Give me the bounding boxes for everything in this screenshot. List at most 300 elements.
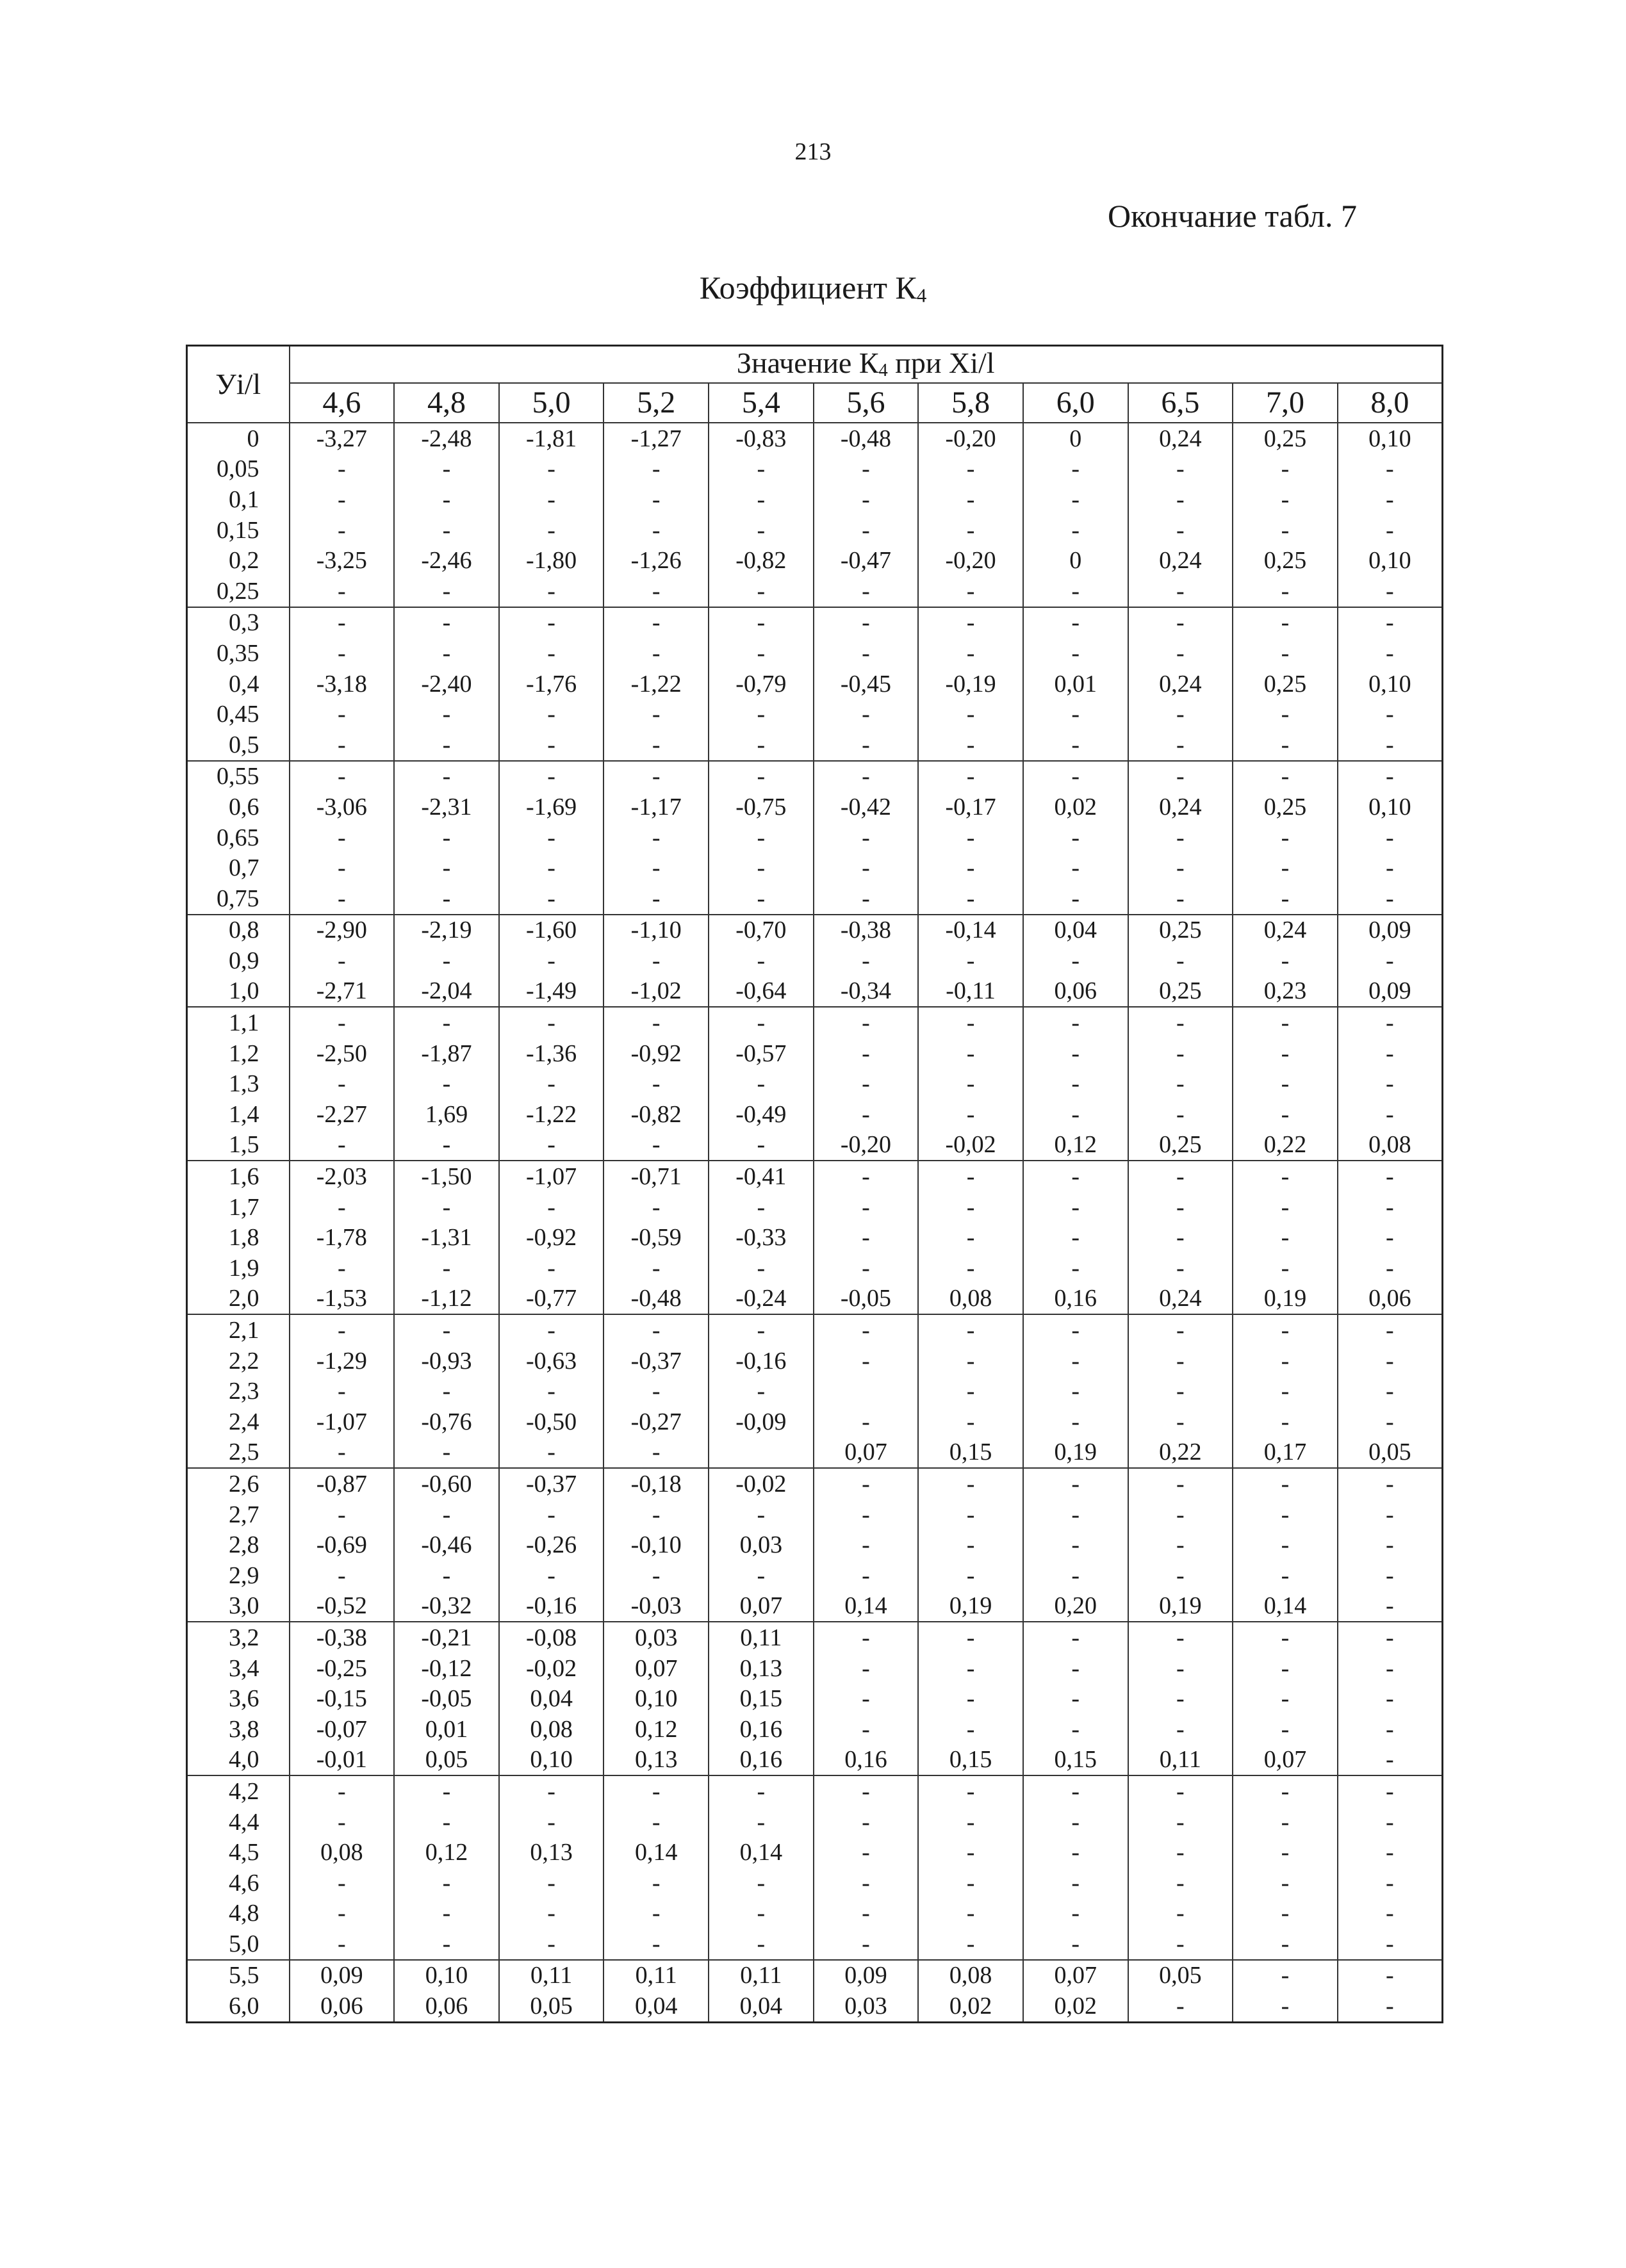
k4-value-cell: 0,11 xyxy=(709,1622,814,1653)
k4-value-cell: - xyxy=(290,853,395,883)
k4-value-cell: - xyxy=(604,607,709,639)
y-ratio-cell: 0,05 xyxy=(187,454,290,485)
k4-value-cell: - xyxy=(1023,1007,1128,1038)
table-row xyxy=(187,1929,1443,1960)
k4-value-cell: -0,08 xyxy=(499,1622,604,1653)
k4-value-cell: - xyxy=(1128,1653,1233,1684)
k4-value-cell: - xyxy=(394,1068,499,1099)
table-row xyxy=(187,1346,1443,1376)
k4-value-cell: 0,06 xyxy=(1023,976,1128,1008)
table-row xyxy=(187,822,1443,853)
k4-value-cell: - xyxy=(604,454,709,485)
table-row xyxy=(187,1622,1443,1653)
k4-value-cell: -0,25 xyxy=(290,1653,395,1684)
y-ratio-cell: 0,8 xyxy=(187,915,290,946)
table-row xyxy=(187,1868,1443,1898)
k4-value-cell: -0,01 xyxy=(290,1745,395,1776)
k4-value-cell: - xyxy=(709,484,814,515)
k4-value-cell: - xyxy=(1338,1653,1443,1684)
k4-value-cell: - xyxy=(814,1807,919,1838)
table-row xyxy=(187,853,1443,883)
k4-value-cell: - xyxy=(394,1898,499,1929)
group-header-subscript: 4 xyxy=(878,361,888,381)
k4-value-cell: - xyxy=(1023,1837,1128,1868)
k4-value-cell: -0,19 xyxy=(918,669,1023,699)
k4-value-cell: - xyxy=(394,1007,499,1038)
k4-value-cell: - xyxy=(1128,853,1233,883)
k4-value-cell: - xyxy=(1128,761,1233,792)
k4-value-cell: - xyxy=(709,607,814,639)
k4-value-cell: - xyxy=(1128,1192,1233,1223)
k4-value-cell: -2,03 xyxy=(290,1161,395,1192)
y-ratio-cell: 0,2 xyxy=(187,545,290,576)
k4-value-cell: 0,25 xyxy=(1233,669,1338,699)
k4-value-cell: - xyxy=(1128,1007,1233,1038)
k4-value-cell: 0,10 xyxy=(394,1960,499,1991)
k4-value-cell: - xyxy=(1338,1161,1443,1192)
k4-value-cell: 0,09 xyxy=(814,1960,919,1991)
k4-value-cell: -2,04 xyxy=(394,976,499,1008)
k4-value-cell: -0,71 xyxy=(604,1161,709,1192)
k4-value-cell: - xyxy=(1338,1714,1443,1745)
k4-value-cell: -1,87 xyxy=(394,1038,499,1069)
k4-value-cell: - xyxy=(814,822,919,853)
k4-value-cell: -0,49 xyxy=(709,1099,814,1130)
k4-value-cell: 0,17 xyxy=(1233,1437,1338,1469)
y-ratio-cell: 3,4 xyxy=(187,1653,290,1684)
k4-value-cell: - xyxy=(290,1437,395,1469)
k4-value-cell: - xyxy=(709,1807,814,1838)
k4-value-cell: -0,37 xyxy=(604,1346,709,1376)
k4-value-cell: -0,14 xyxy=(918,915,1023,946)
k4-value-cell: - xyxy=(918,1807,1023,1838)
y-ratio-cell: 0,65 xyxy=(187,822,290,853)
k4-value-cell: 0,14 xyxy=(709,1837,814,1868)
k4-value-cell: 0,11 xyxy=(1128,1745,1233,1776)
k4-value-cell: - xyxy=(1338,1560,1443,1591)
k4-value-cell: - xyxy=(709,945,814,976)
k4-value-cell: - xyxy=(1128,883,1233,915)
k4-value-cell: - xyxy=(290,607,395,639)
k4-value-cell: 0,06 xyxy=(1338,1284,1443,1315)
k4-value-cell: - xyxy=(1023,1929,1128,1960)
k4-value-cell: -1,07 xyxy=(290,1407,395,1437)
k4-value-cell: 0,16 xyxy=(709,1745,814,1776)
k4-value-cell: -0,76 xyxy=(394,1407,499,1437)
y-ratio-header: Уi/l xyxy=(187,346,290,423)
k4-value-cell: - xyxy=(604,822,709,853)
table-row xyxy=(187,699,1443,730)
k4-value-cell: - xyxy=(1233,1683,1338,1714)
k4-value-cell: - xyxy=(1128,515,1233,546)
k4-value-cell: - xyxy=(499,853,604,883)
k4-value-cell: - xyxy=(1023,1161,1128,1192)
k4-value-cell: 0,20 xyxy=(1023,1591,1128,1622)
k4-value-cell: - xyxy=(604,515,709,546)
k4-value-cell: -0,82 xyxy=(709,545,814,576)
k4-value-cell: -0,82 xyxy=(604,1099,709,1130)
table-row xyxy=(187,1745,1443,1776)
k4-value-cell: - xyxy=(604,1314,709,1346)
k4-value-cell: - xyxy=(814,638,919,669)
k4-value-cell: - xyxy=(918,699,1023,730)
k4-value-cell: - xyxy=(814,699,919,730)
table-row xyxy=(187,1898,1443,1929)
k4-value-cell: -0,20 xyxy=(814,1130,919,1161)
k4-value-cell: - xyxy=(499,1192,604,1223)
k4-value-cell: -1,36 xyxy=(499,1038,604,1069)
k4-value-cell: -0,02 xyxy=(918,1130,1023,1161)
y-ratio-cell: 0,35 xyxy=(187,638,290,669)
k4-value-cell: -1,60 xyxy=(499,915,604,946)
y-ratio-cell: 0,1 xyxy=(187,484,290,515)
k4-value-cell: -1,22 xyxy=(604,669,709,699)
k4-value-cell: - xyxy=(814,1038,919,1069)
k4-value-cell: - xyxy=(1338,761,1443,792)
x-ratio-column-header: 5,0 xyxy=(499,383,604,423)
k4-value-cell: -1,49 xyxy=(499,976,604,1008)
y-ratio-cell: 0,55 xyxy=(187,761,290,792)
k4-value-cell: - xyxy=(394,484,499,515)
k4-value-cell: - xyxy=(709,1253,814,1284)
k4-value-cell: - xyxy=(290,1499,395,1530)
k4-value-cell: - xyxy=(394,607,499,639)
k4-value-cell: - xyxy=(814,1898,919,1929)
k4-value-cell: -2,46 xyxy=(394,545,499,576)
k4-value-cell xyxy=(709,1437,814,1469)
table-row xyxy=(187,1284,1443,1315)
y-ratio-cell: 2,1 xyxy=(187,1314,290,1346)
k4-value-cell: - xyxy=(499,1929,604,1960)
table-row xyxy=(187,1099,1443,1130)
y-ratio-cell: 3,2 xyxy=(187,1622,290,1653)
k4-value-cell: -0,03 xyxy=(604,1591,709,1622)
y-ratio-cell: 2,5 xyxy=(187,1437,290,1469)
k4-value-cell: - xyxy=(814,1222,919,1253)
k4-value-cell: -0,27 xyxy=(604,1407,709,1437)
y-ratio-cell: 0,7 xyxy=(187,853,290,883)
k4-value-cell: -1,78 xyxy=(290,1222,395,1253)
k4-value-cell: - xyxy=(814,1683,919,1714)
table-row xyxy=(187,669,1443,699)
k4-value-cell: 0,02 xyxy=(1023,1991,1128,2022)
k4-value-cell: -0,63 xyxy=(499,1346,604,1376)
k4-value-cell: - xyxy=(394,1192,499,1223)
k4-value-cell: - xyxy=(1338,1468,1443,1499)
y-ratio-cell: 2,6 xyxy=(187,1468,290,1499)
k4-value-cell: - xyxy=(814,1314,919,1346)
k4-value-cell: - xyxy=(1233,1807,1338,1838)
k4-value-cell: - xyxy=(1128,1314,1233,1346)
y-ratio-cell: 1,5 xyxy=(187,1130,290,1161)
k4-value-cell: -0,48 xyxy=(604,1284,709,1315)
k4-value-cell: - xyxy=(1338,484,1443,515)
k4-value-cell: - xyxy=(1128,1898,1233,1929)
k4-value-cell: - xyxy=(814,1253,919,1284)
table-row xyxy=(187,1960,1443,1991)
k4-value-cell: 0,04 xyxy=(709,1991,814,2022)
k4-value-cell: 0 xyxy=(1023,423,1128,454)
k4-value-cell: 0,14 xyxy=(604,1837,709,1868)
k4-value-cell: - xyxy=(1338,1376,1443,1407)
k4-value-cell: - xyxy=(1128,1530,1233,1560)
k4-value-cell: 0,08 xyxy=(499,1714,604,1745)
table-row xyxy=(187,761,1443,792)
k4-value-cell: - xyxy=(290,1898,395,1929)
k4-value-cell: - xyxy=(1023,1622,1128,1653)
k4-value-cell: -3,25 xyxy=(290,545,395,576)
k4-value-cell: - xyxy=(918,1007,1023,1038)
k4-value-cell: - xyxy=(1233,1468,1338,1499)
k4-value-cell: - xyxy=(814,1929,919,1960)
k4-value-cell: -0,32 xyxy=(394,1591,499,1622)
k4-value-cell: - xyxy=(1338,1837,1443,1868)
k4-value-cell: - xyxy=(394,576,499,607)
k4-value-cell: - xyxy=(499,945,604,976)
k4-value-cell: 0,05 xyxy=(1128,1960,1233,1991)
table-row xyxy=(187,1007,1443,1038)
k4-value-cell: 0,13 xyxy=(604,1745,709,1776)
k4-value-cell: -3,18 xyxy=(290,669,395,699)
k4-value-cell: - xyxy=(1233,945,1338,976)
k4-value-cell: - xyxy=(394,638,499,669)
k4-value-cell: - xyxy=(709,1499,814,1530)
table-row xyxy=(187,1560,1443,1591)
k4-value-cell: - xyxy=(1233,1346,1338,1376)
k4-value-cell: - xyxy=(1128,945,1233,976)
k4-value-cell: - xyxy=(918,822,1023,853)
k4-value-cell: - xyxy=(918,1253,1023,1284)
table-row xyxy=(187,792,1443,822)
k4-value-cell: - xyxy=(1338,1314,1443,1346)
k4-value-cell: -1,10 xyxy=(604,915,709,946)
k4-value-cell: - xyxy=(1233,853,1338,883)
k4-value-cell: - xyxy=(1233,1192,1338,1223)
k4-value-cell: - xyxy=(1233,607,1338,639)
k4-value-cell: - xyxy=(1233,1161,1338,1192)
k4-value-cell: - xyxy=(1338,1253,1443,1284)
k4-value-cell: - xyxy=(1023,1714,1128,1745)
k4-value-cell: -2,90 xyxy=(290,915,395,946)
k4-value-cell: - xyxy=(290,730,395,761)
k4-value-cell: 0,09 xyxy=(1338,915,1443,946)
k4-value-cell: - xyxy=(1128,1499,1233,1530)
k4-value-cell: - xyxy=(918,1192,1023,1223)
k4-value-cell: -1,02 xyxy=(604,976,709,1008)
k4-value-cell: - xyxy=(1233,1622,1338,1653)
k4-value-cell: - xyxy=(1128,1929,1233,1960)
k4-value-cell: -0,37 xyxy=(499,1468,604,1499)
k4-value-cell: - xyxy=(394,883,499,915)
k4-value-cell: -3,27 xyxy=(290,423,395,454)
k4-value-cell: - xyxy=(394,699,499,730)
k4-value-cell: - xyxy=(1128,1468,1233,1499)
k4-value-cell: - xyxy=(604,638,709,669)
k4-value-cell: - xyxy=(814,1007,919,1038)
k4-value-cell: 0,23 xyxy=(1233,976,1338,1008)
k4-value-cell: - xyxy=(814,853,919,883)
k4-value-cell: - xyxy=(1233,761,1338,792)
k4-value-cell: -1,17 xyxy=(604,792,709,822)
k4-value-cell: - xyxy=(918,1068,1023,1099)
k4-value-cell: -2,19 xyxy=(394,915,499,946)
k4-value-cell: -0,47 xyxy=(814,545,919,576)
k4-value-cell: - xyxy=(1233,515,1338,546)
y-ratio-cell: 1,6 xyxy=(187,1161,290,1192)
y-ratio-cell: 0,3 xyxy=(187,607,290,639)
k4-value-cell: - xyxy=(1023,1314,1128,1346)
k4-value-cell: -0,05 xyxy=(814,1284,919,1315)
table-row xyxy=(187,1683,1443,1714)
k4-value-cell: - xyxy=(604,1007,709,1038)
k4-value-cell: - xyxy=(814,761,919,792)
k4-value-cell: - xyxy=(814,1714,919,1745)
k4-value-cell: - xyxy=(1023,1038,1128,1069)
k4-value-cell: - xyxy=(1128,1837,1233,1868)
k4-value-cell: 0,24 xyxy=(1128,792,1233,822)
k4-value-cell: 0,14 xyxy=(1233,1591,1338,1622)
k4-value-cell: -1,26 xyxy=(604,545,709,576)
table-row xyxy=(187,915,1443,946)
k4-value-cell: 0,08 xyxy=(918,1960,1023,1991)
k4-value-cell: 0,25 xyxy=(1233,545,1338,576)
k4-value-cell: -0,20 xyxy=(918,423,1023,454)
k4-value-cell: - xyxy=(918,730,1023,761)
x-ratio-column-header: 6,5 xyxy=(1128,383,1233,423)
k4-value-cell: - xyxy=(499,699,604,730)
k4-value-cell: - xyxy=(814,484,919,515)
table-row xyxy=(187,1161,1443,1192)
k4-value-cell: - xyxy=(604,1437,709,1469)
k4-value-cell: - xyxy=(918,1560,1023,1591)
table-row xyxy=(187,945,1443,976)
k4-value-cell: - xyxy=(394,945,499,976)
y-ratio-cell: 2,7 xyxy=(187,1499,290,1530)
k4-value-cell: 0,15 xyxy=(709,1683,814,1714)
k4-value-cell: - xyxy=(1023,576,1128,607)
k4-value-cell: - xyxy=(1338,1591,1443,1622)
k4-value-cell: - xyxy=(290,822,395,853)
k4-value-cell: - xyxy=(1023,1683,1128,1714)
y-ratio-cell: 1,7 xyxy=(187,1192,290,1223)
table-row xyxy=(187,423,1443,454)
k4-value-cell: - xyxy=(1023,1068,1128,1099)
k4-value-cell: - xyxy=(604,1068,709,1099)
k4-value-cell: - xyxy=(290,1068,395,1099)
k4-value-cell: - xyxy=(499,1898,604,1929)
k4-value-cell: - xyxy=(814,1099,919,1130)
y-ratio-cell: 4,4 xyxy=(187,1807,290,1838)
x-ratio-column-header: 6,0 xyxy=(1023,383,1128,423)
k4-value-cell: - xyxy=(814,1530,919,1560)
k4-value-cell: - xyxy=(499,730,604,761)
k4-value-cell: -1,81 xyxy=(499,423,604,454)
k4-value-cell: - xyxy=(1233,1991,1338,2022)
k4-value-cell: - xyxy=(1338,699,1443,730)
k4-value-cell: - xyxy=(1338,638,1443,669)
x-ratio-column-header: 4,6 xyxy=(290,383,395,423)
k4-value-cell: - xyxy=(1338,1807,1443,1838)
k4-value-cell: - xyxy=(918,1683,1023,1714)
k4-value-cell: - xyxy=(1128,1622,1233,1653)
k4-value-cell: - xyxy=(918,1346,1023,1376)
k4-value-cell: - xyxy=(1338,945,1443,976)
k4-value-cell: 0,07 xyxy=(604,1653,709,1684)
y-ratio-cell: 1,8 xyxy=(187,1222,290,1253)
k4-value-cell: 0,09 xyxy=(1338,976,1443,1008)
k4-value-cell: 0,19 xyxy=(1233,1284,1338,1315)
k4-value-cell: - xyxy=(918,1468,1023,1499)
k4-value-cell: - xyxy=(604,883,709,915)
k4-value-cell: - xyxy=(1128,730,1233,761)
k4-value-cell: - xyxy=(499,638,604,669)
k4-value-cell: - xyxy=(709,1130,814,1161)
k4-value-cell: - xyxy=(1023,1807,1128,1838)
k4-value-cell: - xyxy=(1023,1868,1128,1898)
k4-value-cell: - xyxy=(814,730,919,761)
k4-value-cell: - xyxy=(1023,1192,1128,1223)
y-ratio-cell: 0,5 xyxy=(187,730,290,761)
k4-value-cell: -0,64 xyxy=(709,976,814,1008)
table-row xyxy=(187,638,1443,669)
table-continuation-label: Окончание табл. 7 xyxy=(1108,198,1357,234)
k4-value-cell: 0,03 xyxy=(814,1991,919,2022)
k4-value-cell: - xyxy=(1338,1868,1443,1898)
k4-value-cell: - xyxy=(604,1868,709,1898)
k4-value-cell: - xyxy=(918,883,1023,915)
k4-value-cell: -2,71 xyxy=(290,976,395,1008)
k4-value-cell: - xyxy=(1128,1714,1233,1745)
k4-value-cell: - xyxy=(1233,1868,1338,1898)
k4-value-cell: - xyxy=(499,576,604,607)
k4-value-cell: - xyxy=(1128,1991,1233,2022)
k4-value-cell: 0,07 xyxy=(1023,1960,1128,1991)
k4-value-cell: -0,38 xyxy=(814,915,919,946)
k4-value-cell: - xyxy=(1233,1068,1338,1099)
table-row xyxy=(187,1407,1443,1437)
table-row xyxy=(187,1038,1443,1069)
k4-value-cell: - xyxy=(290,1929,395,1960)
k4-value-cell: 0,19 xyxy=(918,1591,1023,1622)
k4-value-cell: 0,22 xyxy=(1128,1437,1233,1469)
y-ratio-cell: 2,3 xyxy=(187,1376,290,1407)
table-row xyxy=(187,576,1443,607)
k4-value-cell: - xyxy=(1338,1407,1443,1437)
k4-value-cell: - xyxy=(1233,1560,1338,1591)
k4-value-cell: - xyxy=(1023,454,1128,485)
k4-value-cell: -1,29 xyxy=(290,1346,395,1376)
y-ratio-cell: 3,6 xyxy=(187,1683,290,1714)
k4-value-cell: 0,11 xyxy=(604,1960,709,1991)
k4-value-cell: - xyxy=(394,1376,499,1407)
k4-value-cell: -1,07 xyxy=(499,1161,604,1192)
k4-value-cell: -0,11 xyxy=(918,976,1023,1008)
k4-value-cell: - xyxy=(604,484,709,515)
k4-value-cell: - xyxy=(814,1468,919,1499)
k4-value-cell: - xyxy=(1128,638,1233,669)
k4-value-cell: - xyxy=(918,1622,1023,1653)
k4-value-cell: - xyxy=(499,1560,604,1591)
k4-value-cell: - xyxy=(499,1068,604,1099)
k4-value-cell: - xyxy=(709,576,814,607)
k4-value-cell: - xyxy=(394,1868,499,1898)
k4-value-cell: 0 xyxy=(1023,545,1128,576)
x-ratio-column-header: 5,8 xyxy=(918,383,1023,423)
k4-value-cell: - xyxy=(814,1868,919,1898)
k4-value-cell: -0,24 xyxy=(709,1284,814,1315)
k4-value-cell: 0,05 xyxy=(499,1991,604,2022)
k4-value-cell: - xyxy=(290,1130,395,1161)
